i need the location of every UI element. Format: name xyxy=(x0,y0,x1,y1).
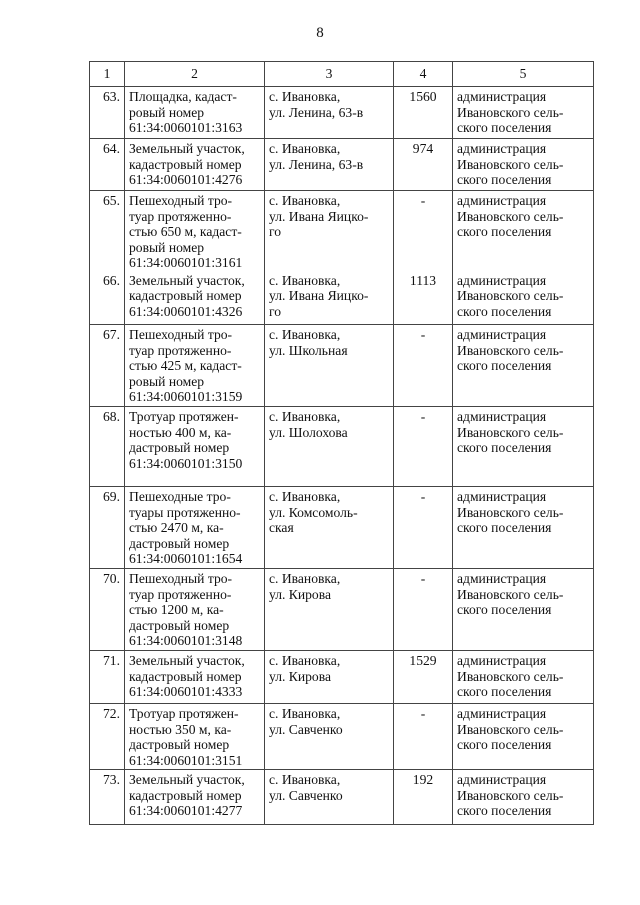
table-row xyxy=(90,87,594,139)
item-address: с. Ивановка, ул. Шолохова xyxy=(265,407,394,487)
table-row xyxy=(90,271,594,325)
item-address: с. Ивановка, ул. Кирова xyxy=(265,651,394,704)
item-address: с. Ивановка, ул. Кирова xyxy=(265,569,394,651)
table-row xyxy=(90,407,594,487)
item-number: 70. xyxy=(90,569,125,651)
table-row xyxy=(90,704,594,770)
item-holder: администрация Ивановского сель- ского поселения xyxy=(453,704,594,770)
header-col-2: 2 xyxy=(125,62,265,87)
item-area: - xyxy=(394,407,453,487)
table-row xyxy=(90,569,594,651)
item-area: 974 xyxy=(394,139,453,191)
item-holder: администрация Ивановского сель- ского поселения xyxy=(453,139,594,191)
item-number: 73. xyxy=(90,770,125,825)
item-holder: администрация Ивановского сель- ского поселения xyxy=(453,487,594,569)
header-col-1: 1 xyxy=(90,62,125,87)
item-name: Земельный участок, кадастровый номер 61:34:0060101:4333 xyxy=(125,651,265,704)
table-header-row xyxy=(90,62,594,87)
item-address: с. Ивановка, ул. Савченко xyxy=(265,704,394,770)
item-address: с. Ивановка, ул. Савченко xyxy=(265,770,394,825)
item-area: 1529 xyxy=(394,651,453,704)
item-area: - xyxy=(394,704,453,770)
item-holder: администрация Ивановского сель- ского поселения xyxy=(453,569,594,651)
item-number: 63. xyxy=(90,87,125,139)
item-name: Тротуар протяжен- ностью 400 м, ка- дастровый номер 61:34:0060101:3150 xyxy=(125,407,265,487)
item-number: 68. xyxy=(90,407,125,487)
item-area: 192 xyxy=(394,770,453,825)
item-name: Земельный участок, кадастровый номер 61:34:0060101:4326 xyxy=(125,271,265,325)
table-row xyxy=(90,191,594,271)
table-row xyxy=(90,651,594,704)
item-number: 72. xyxy=(90,704,125,770)
item-name: Земельный участок, кадастровый номер 61:34:0060101:4276 xyxy=(125,139,265,191)
item-holder: администрация Ивановского сель- ского поселения xyxy=(453,770,594,825)
item-number: 69. xyxy=(90,487,125,569)
item-area: - xyxy=(394,325,453,407)
item-area: 1113 xyxy=(394,271,453,325)
item-name: Площадка, кадаст- ровый номер 61:34:0060101:3163 xyxy=(125,87,265,139)
property-registry-table xyxy=(89,61,594,825)
header-col-5: 5 xyxy=(453,62,594,87)
item-area: 1560 xyxy=(394,87,453,139)
item-name: Пешеходные тро- туары протяженно- стью 2470 м, ка- дастровый номер 61:34:0060101:1654 xyxy=(125,487,265,569)
page-number: 8 xyxy=(316,25,324,41)
table-row xyxy=(90,487,594,569)
item-number: 66. xyxy=(90,271,125,325)
item-address: с. Ивановка, ул. Ивана Яицко- го xyxy=(265,191,394,271)
item-holder: администрация Ивановского сель- ского поселения xyxy=(453,407,594,487)
item-name: Пешеходный тро- туар протяженно- стью 650 м, кадаст- ровый номер 61:34:0060101:3161 xyxy=(125,191,265,271)
item-holder: администрация Ивановского сель- ского поселения xyxy=(453,191,594,271)
item-address: с. Ивановка, ул. Ивана Яицко- го xyxy=(265,271,394,325)
item-address: с. Ивановка, ул. Ленина, 63-в xyxy=(265,139,394,191)
item-holder: администрация Ивановского сель- ского поселения xyxy=(453,651,594,704)
item-name: Пешеходный тро- туар протяженно- стью 425 м, кадаст- ровый номер 61:34:0060101:3159 xyxy=(125,325,265,407)
item-address: с. Ивановка, ул. Ленина, 63-в xyxy=(265,87,394,139)
item-area: - xyxy=(394,191,453,271)
item-name: Земельный участок, кадастровый номер 61:34:0060101:4277 xyxy=(125,770,265,825)
item-number: 64. xyxy=(90,139,125,191)
item-holder: администрация Ивановского сель- ского поселения xyxy=(453,271,594,325)
header-col-3: 3 xyxy=(265,62,394,87)
item-name: Пешеходный тро- туар протяженно- стью 1200 м, ка- дастровый номер 61:34:0060101:3148 xyxy=(125,569,265,651)
item-holder: администрация Ивановского сель- ского поселения xyxy=(453,325,594,407)
item-address: с. Ивановка, ул. Комсомоль- ская xyxy=(265,487,394,569)
item-number: 65. xyxy=(90,191,125,271)
item-number: 71. xyxy=(90,651,125,704)
table-body xyxy=(90,87,594,825)
item-address: с. Ивановка, ул. Школьная xyxy=(265,325,394,407)
item-name: Тротуар протяжен- ностью 350 м, ка- дастровый номер 61:34:0060101:3151 xyxy=(125,704,265,770)
item-area: - xyxy=(394,487,453,569)
item-holder: администрация Ивановского сель- ского поселения xyxy=(453,87,594,139)
table-row xyxy=(90,139,594,191)
header-col-4: 4 xyxy=(394,62,453,87)
item-area: - xyxy=(394,569,453,651)
item-number: 67. xyxy=(90,325,125,407)
table-row xyxy=(90,770,594,825)
table-row xyxy=(90,325,594,407)
